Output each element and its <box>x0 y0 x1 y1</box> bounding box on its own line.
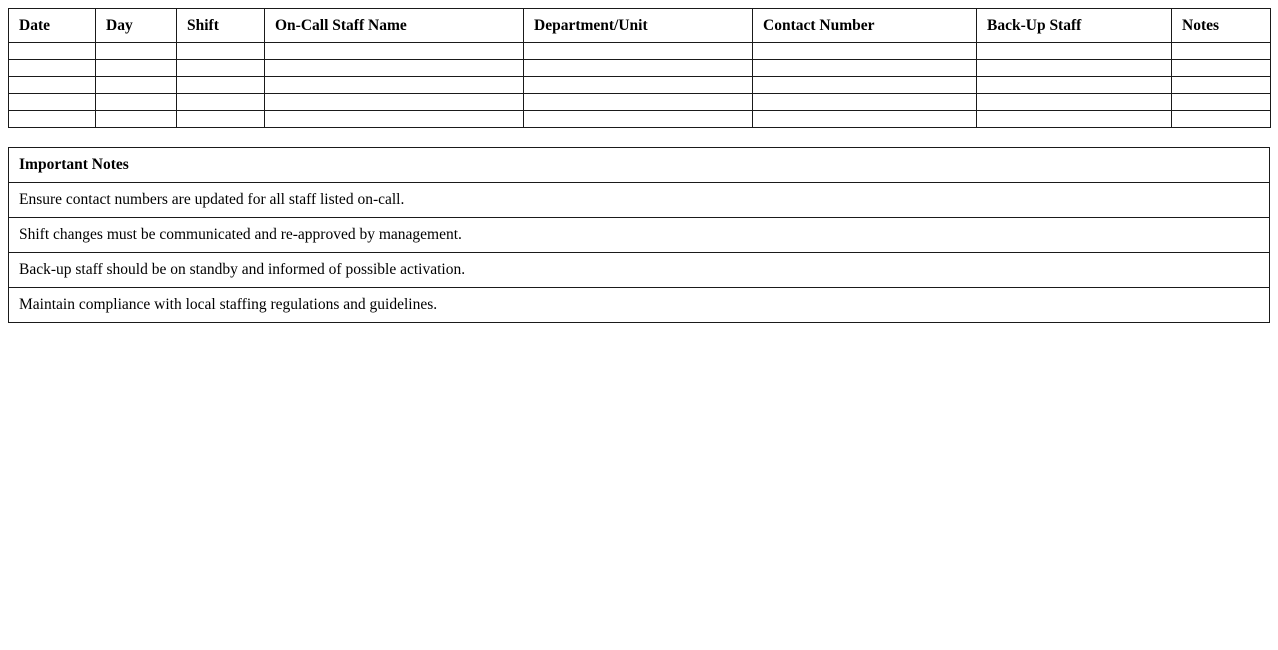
note-item: Shift changes must be communicated and re-approved by management. <box>9 218 1270 253</box>
cell-on-call-staff-name <box>265 111 524 128</box>
on-call-schedule-table <box>8 8 1271 128</box>
cell-shift <box>177 60 265 77</box>
cell-department-unit <box>524 77 753 94</box>
column-header-day: Day <box>96 9 177 43</box>
cell-notes <box>1172 111 1271 128</box>
column-header-shift: Shift <box>177 9 265 43</box>
cell-day <box>96 60 177 77</box>
note-row <box>9 183 1270 218</box>
notes-header-row <box>9 148 1270 183</box>
cell-shift <box>177 94 265 111</box>
table-row <box>9 111 1271 128</box>
cell-day <box>96 111 177 128</box>
table-row <box>9 77 1271 94</box>
cell-shift <box>177 43 265 60</box>
important-notes-heading: Important Notes <box>9 148 1270 183</box>
cell-shift <box>177 77 265 94</box>
note-item: Ensure contact numbers are updated for all staff listed on-call. <box>9 183 1270 218</box>
note-row <box>9 253 1270 288</box>
cell-department-unit <box>524 111 753 128</box>
cell-back-up-staff <box>977 77 1172 94</box>
cell-contact-number <box>753 77 977 94</box>
cell-notes <box>1172 43 1271 60</box>
cell-department-unit <box>524 94 753 111</box>
column-header-notes: Notes <box>1172 9 1271 43</box>
cell-day <box>96 77 177 94</box>
cell-day <box>96 43 177 60</box>
table-row <box>9 60 1271 77</box>
cell-back-up-staff <box>977 111 1172 128</box>
column-header-date: Date <box>9 9 96 43</box>
table-row <box>9 94 1271 111</box>
important-notes-table <box>8 147 1270 323</box>
cell-date <box>9 94 96 111</box>
cell-department-unit <box>524 43 753 60</box>
schedule-header-row <box>9 9 1271 43</box>
cell-contact-number <box>753 43 977 60</box>
cell-on-call-staff-name <box>265 60 524 77</box>
cell-back-up-staff <box>977 60 1172 77</box>
column-header-back-up-staff: Back-Up Staff <box>977 9 1172 43</box>
cell-notes <box>1172 77 1271 94</box>
cell-date <box>9 60 96 77</box>
cell-back-up-staff <box>977 94 1172 111</box>
note-row <box>9 218 1270 253</box>
cell-on-call-staff-name <box>265 43 524 60</box>
cell-shift <box>177 111 265 128</box>
cell-on-call-staff-name <box>265 94 524 111</box>
cell-on-call-staff-name <box>265 77 524 94</box>
cell-date <box>9 111 96 128</box>
cell-back-up-staff <box>977 43 1172 60</box>
table-row <box>9 43 1271 60</box>
cell-day <box>96 94 177 111</box>
column-header-department-unit: Department/Unit <box>524 9 753 43</box>
cell-contact-number <box>753 111 977 128</box>
cell-notes <box>1172 60 1271 77</box>
cell-department-unit <box>524 60 753 77</box>
column-header-contact-number: Contact Number <box>753 9 977 43</box>
cell-notes <box>1172 94 1271 111</box>
column-header-on-call-staff-name: On-Call Staff Name <box>265 9 524 43</box>
note-item: Maintain compliance with local staffing regulations and guidelines. <box>9 288 1270 323</box>
cell-date <box>9 77 96 94</box>
note-row <box>9 288 1270 323</box>
note-item: Back-up staff should be on standby and informed of possible activation. <box>9 253 1270 288</box>
cell-contact-number <box>753 94 977 111</box>
cell-date <box>9 43 96 60</box>
cell-contact-number <box>753 60 977 77</box>
